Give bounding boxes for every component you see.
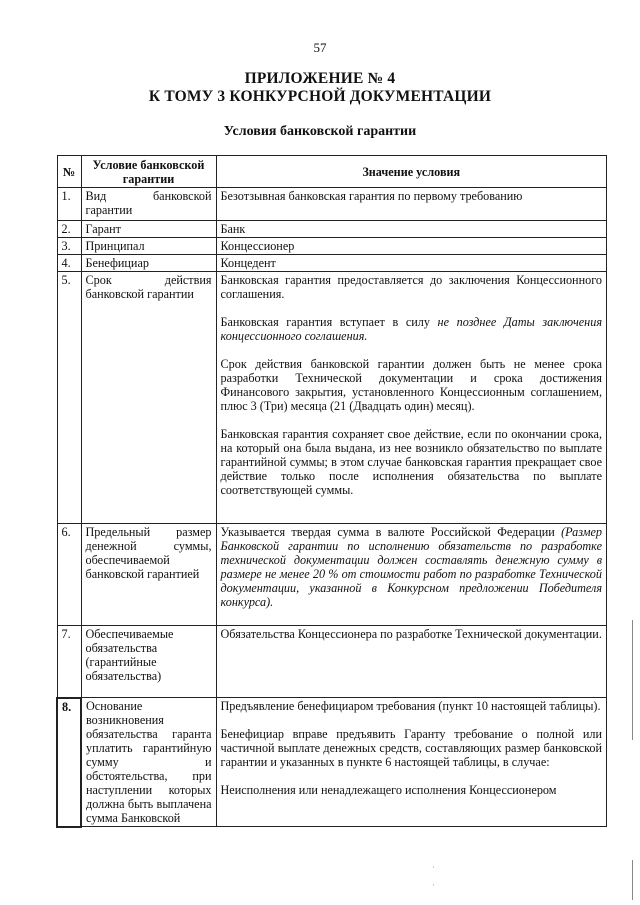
validity-paragraph-3: Срок действия банковской гарантии должен быть не менее срока разработки Технической документации и срока достижения Финансового закрытия, установленного Концессионным соглашением, плюс 3 (Три) месяца (21 (Двадцать один) месяц). [220, 357, 602, 413]
row-number: 8. [57, 698, 81, 827]
row-number: 2. [57, 221, 81, 238]
validity-paragraph-2 [221, 315, 603, 343]
amount-normal: Указывается твердая сумма в валюте Российской Федерации [220, 525, 555, 539]
row-value: Обязательства Концессионера по разработке Технической документации. [216, 626, 607, 698]
validity-paragraph-1: Банковская гарантия предоставляется до заключения Концессионного соглашения. [220, 273, 602, 301]
scan-edge-mark [632, 860, 633, 900]
row-value [216, 698, 607, 827]
row-condition: Бенефициар [81, 255, 216, 272]
appendix-title: ПРИЛОЖЕНИЕ № 4 [244, 70, 396, 87]
row-value [216, 524, 607, 626]
row-condition: Вид банковской гарантии [81, 188, 216, 221]
row-condition: Гарант [81, 221, 216, 238]
basis-paragraph-2: Бенефициар вправе предъявить Гаранту требование о полной или частичной выплате денежных средств, составляющих размер банковской гарантии и указанных в пункте 6 настоящей таблицы, в случае: [220, 727, 602, 769]
row-condition: Обеспечиваемые обязательства (гарантийные обязательства) [81, 626, 216, 698]
table-row [57, 626, 607, 698]
appendix-subtitle-volume: К ТОМУ 3 КОНКУРСНОЙ ДОКУМЕНТАЦИИ [148, 88, 492, 105]
table-row [57, 698, 607, 827]
header-value: Значение условия [216, 156, 607, 188]
row-value: Концедент [216, 255, 607, 272]
amount-italic: (Размер Банковской гарантии по исполнению обязательств по разработке технической документации должен составлять денежную сумму в размере не менее 20 % от стоимости работ по разработке Технической документации, указанной в Конкурсном предложении Победителя конкурса). [220, 525, 602, 609]
table-row [57, 272, 607, 524]
row-number: 7. [57, 626, 81, 698]
basis-paragraph-1: Предъявление бенефициаром требования (пункт 10 настоящей таблицы). [220, 699, 601, 713]
table-row [57, 188, 607, 221]
table-row [57, 221, 607, 238]
row-value: Безотзывная банковская гарантия по первому требованию [216, 188, 607, 221]
amount-paragraph [221, 525, 603, 609]
header-num: № [57, 156, 81, 188]
table-row [57, 524, 607, 626]
row-value: Концессионер [216, 238, 607, 255]
validity-paragraph-4: Банковская гарантия сохраняет свое действие, если по окончании срока, на который она была выдана, из нее возникло обязательство по выплате гарантийной суммы; в этом случае банковская гарантия прекращает свое действие только после исполнения обязательства по выплате соответствующей суммы. [220, 427, 602, 497]
basis-paragraph-3: Неисполнения или ненадлежащего исполнения Концессионером [220, 783, 557, 797]
scan-speck: · [432, 862, 435, 872]
table-row [57, 255, 607, 272]
validity-p2-normal: Банковская гарантия вступает в силу [220, 315, 438, 329]
table-header-row [57, 156, 607, 188]
row-number: 4. [57, 255, 81, 272]
row-value [216, 272, 607, 524]
section-title: Условия банковской гарантии [223, 124, 417, 139]
row-number: 3. [57, 238, 81, 255]
row-number: 5. [57, 272, 81, 524]
table-row [57, 238, 607, 255]
page-number: 57 [313, 40, 327, 55]
row-condition: Срок действия банковской гарантии [81, 272, 216, 524]
row-value: Банк [216, 221, 607, 238]
row-number: 1. [57, 188, 81, 221]
row-condition: Предельный размер денежной суммы, обеспечиваемой банковской гарантией [81, 524, 216, 626]
header-condition: Условие банковской гарантии [81, 156, 216, 188]
scan-edge-mark [632, 620, 633, 740]
scan-speck: · [432, 880, 435, 890]
row-number: 6. [57, 524, 81, 626]
row-condition: Принципал [81, 238, 216, 255]
row-condition: Основание возникновения обязательства гаранта уплатить гарантийную сумму и обстоятельства, при наступлении которых должна быть выплачена сумма Банковской [81, 698, 216, 827]
validity-p2-italic: не позднее Даты заключения концессионного соглашения. [220, 315, 602, 343]
guarantee-conditions-table [56, 155, 607, 828]
